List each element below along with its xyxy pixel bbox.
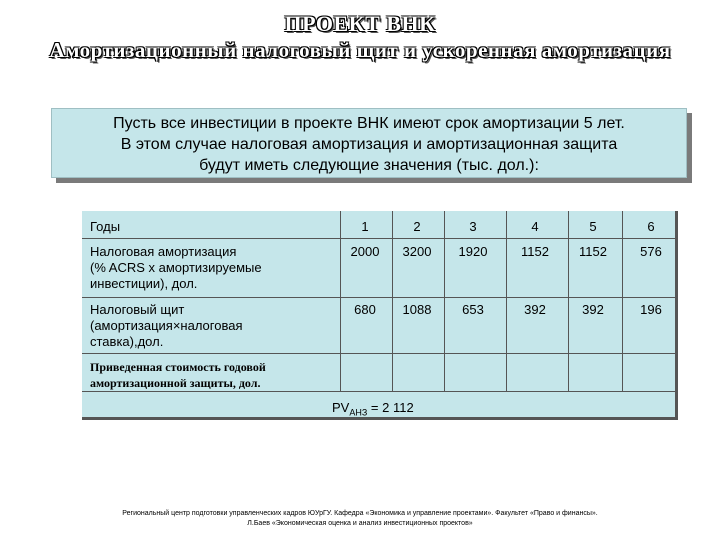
present-value-total [332, 400, 414, 418]
intro-line: В этом случае налоговая амортизация и амортизационная защита [120, 136, 618, 153]
label-line: (амортизация×налоговая [90, 318, 243, 333]
table-cell: 1088 [402, 302, 432, 317]
year-header: 5 [589, 219, 597, 234]
pv-subscript: АНЗ [349, 407, 368, 418]
header-label: Годы [90, 219, 121, 234]
label-line: ставка),дол. [90, 334, 164, 349]
label-line: (% ACRS x амортизируемые [90, 260, 262, 275]
intro-line: будут иметь следующие значения (тыс. дол.): [199, 157, 539, 174]
slide-title: ПРОЕКТ ВНК [284, 11, 436, 36]
slide-subtitle: Амортизационный налоговый щит и ускоренная амортизация [49, 38, 671, 62]
depreciation-table [82, 211, 678, 420]
table-cell: 1152 [521, 244, 549, 259]
label-line: Приведенная стоимость годовой [90, 360, 266, 374]
footer-line: Л.Баев «Экономическая оценка и анализ инвестиционных проектов» [247, 520, 473, 527]
label-line: амортизационной защиты, дол. [90, 376, 261, 390]
table-cell: 653 [462, 302, 484, 317]
label-line: Налоговый щит [90, 302, 185, 317]
year-header: 3 [469, 219, 477, 234]
table-cell: 392 [582, 302, 604, 317]
intro-box [51, 108, 687, 178]
table-cell: 392 [524, 302, 546, 317]
table-cell: 196 [640, 302, 662, 317]
label-line: инвестиции), дол. [90, 276, 198, 291]
row-label-tax-depreciation [90, 244, 290, 292]
table-cell: 2000 [350, 244, 380, 259]
label-line: Налоговая амортизация [90, 244, 237, 259]
table-cell: 3200 [402, 244, 432, 259]
year-header: 1 [361, 219, 369, 234]
year-header: 6 [647, 219, 655, 234]
table-cell: 1152 [579, 244, 607, 259]
table-cell: 680 [354, 302, 376, 317]
table-cell: 1920 [458, 244, 488, 259]
intro-line: Пусть все инвестиции в проекте ВНК имеют срок амортизации 5 лет. [113, 115, 625, 132]
row-label-tax-shield [90, 302, 290, 350]
row-label-present-value [90, 359, 335, 391]
pv-value: = 2 112 [367, 400, 414, 415]
pv-prefix: PV [332, 400, 350, 415]
footer-line: Региональный центр подготовки управленческих кадров ЮУрГУ. Кафедра «Экономика и управление проектами». Факультет «Право и финансы». [122, 510, 598, 517]
year-header: 2 [413, 219, 421, 234]
table-cell: 576 [640, 244, 662, 259]
year-header: 4 [531, 219, 539, 234]
